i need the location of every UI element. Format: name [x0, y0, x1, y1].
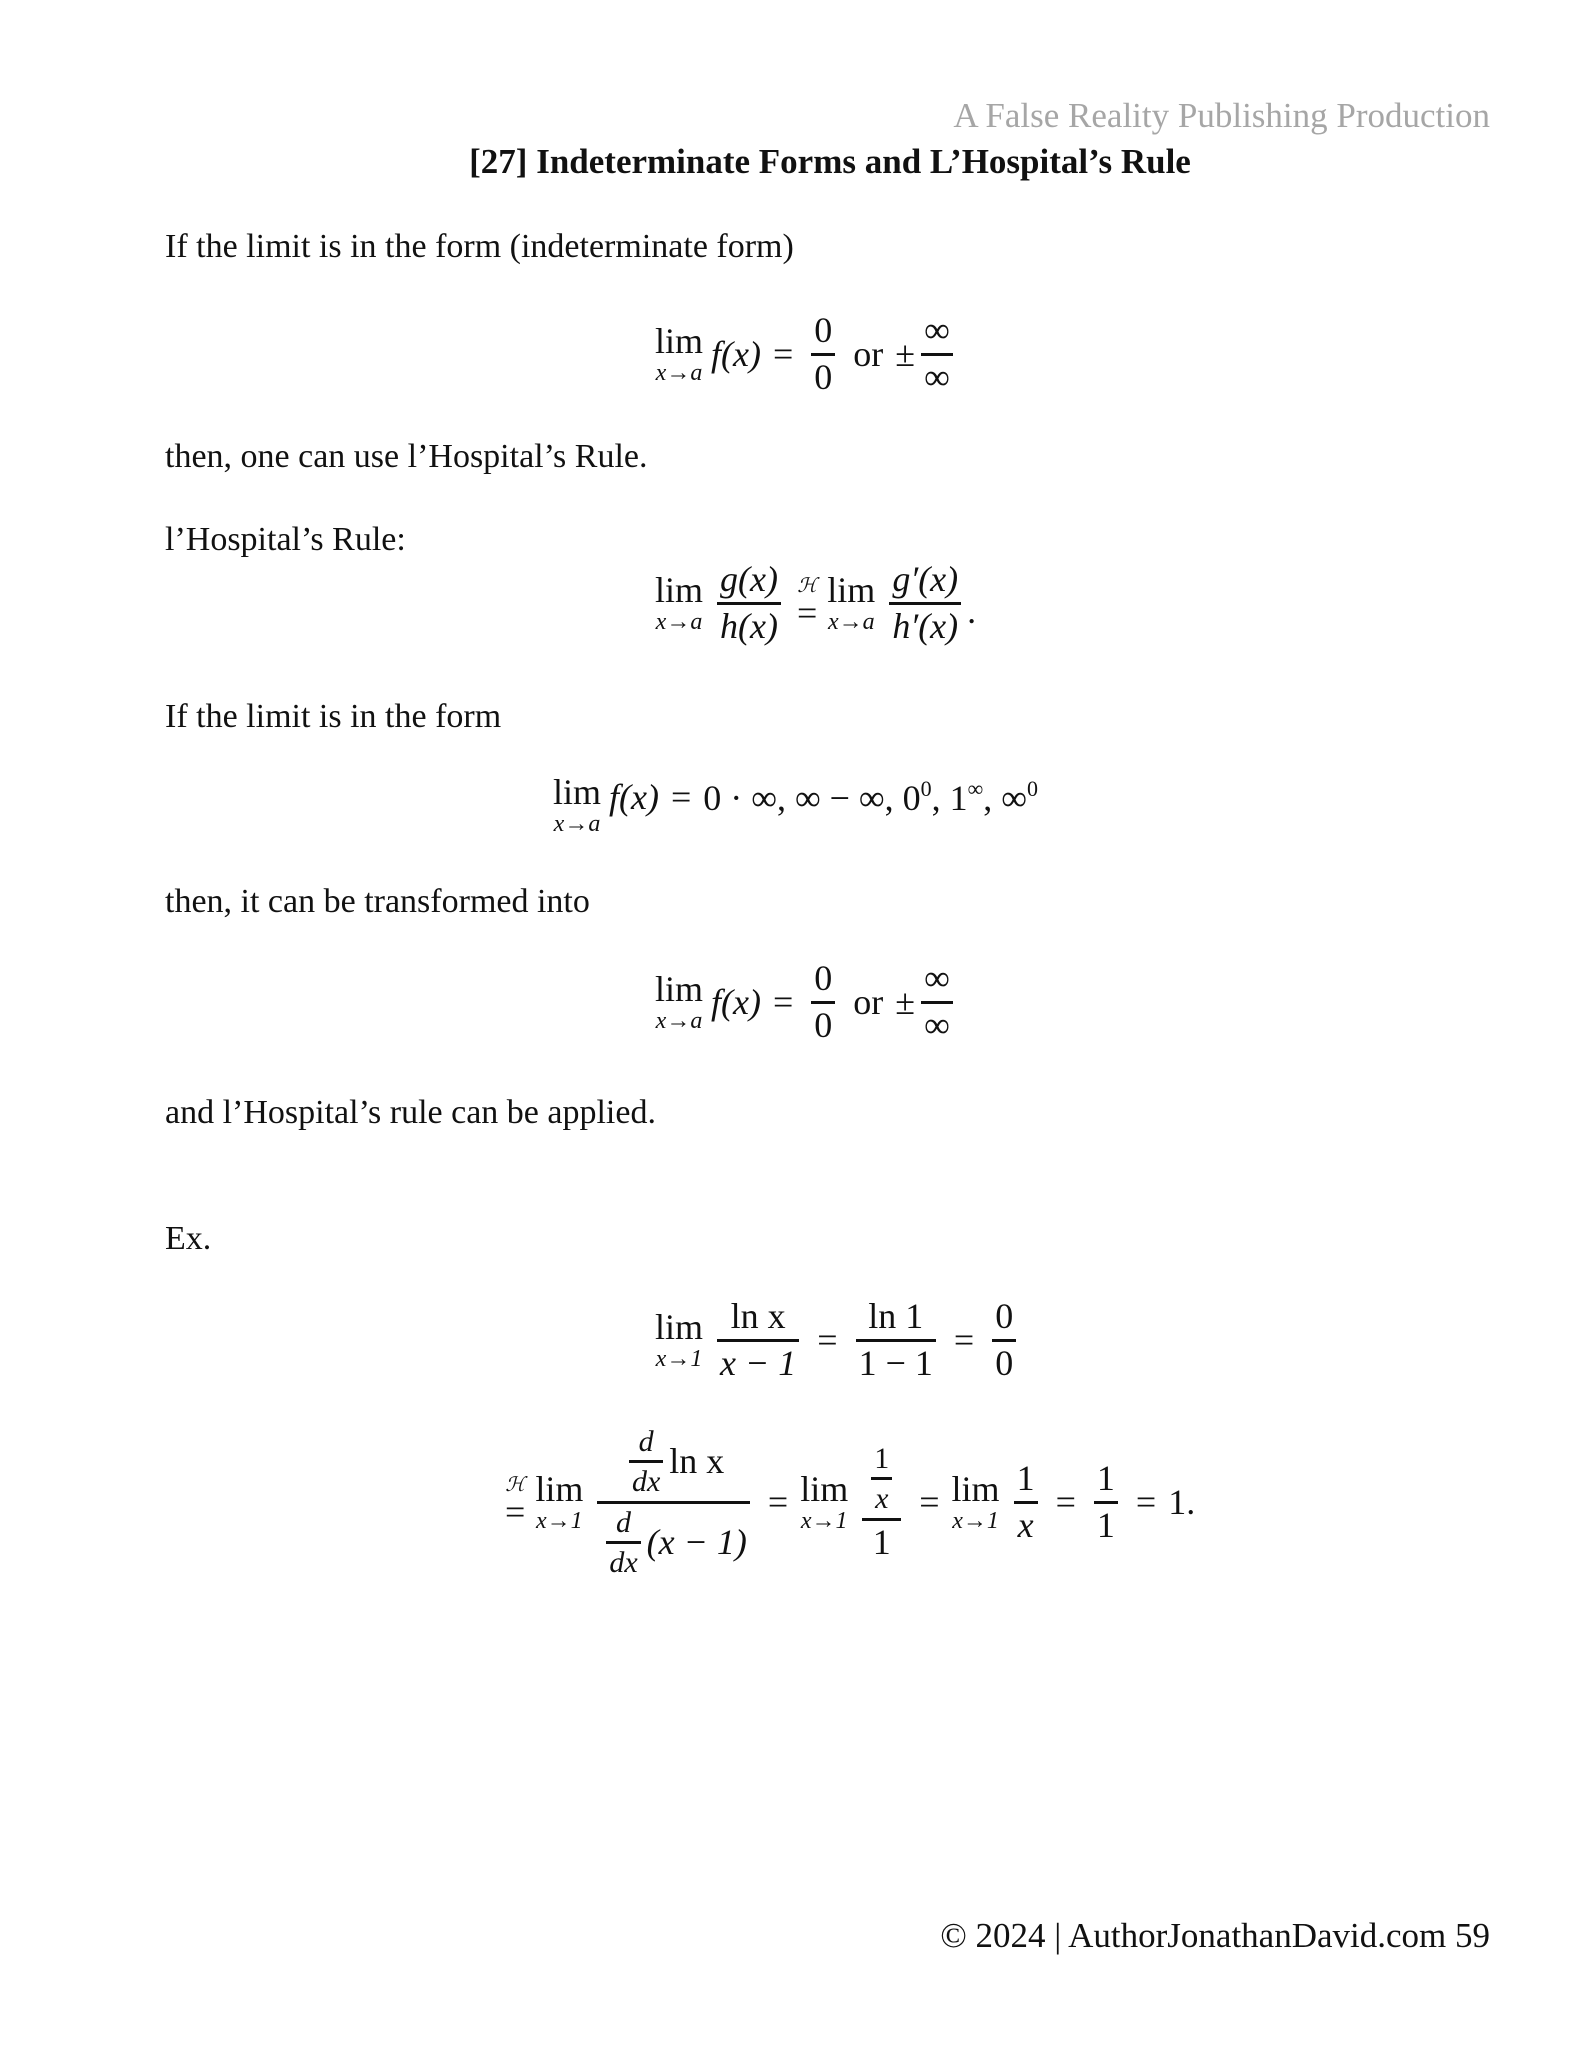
- fraction-one-over-x: $\frac{1}{x}$: [1014, 1460, 1038, 1545]
- limit-operator: lim x→1: [800, 1469, 849, 1534]
- equals-sign: =: [953, 1320, 975, 1361]
- fraction-g-over-h: $\frac{g(x)}{h(x)}$: [717, 561, 781, 646]
- page-footer: © 2024 | AuthorJonathanDavid.com 59: [940, 1916, 1490, 1955]
- fraction-one-over-one: $\frac{1}{1}$: [1094, 1460, 1118, 1545]
- limit-operator: lim x→1: [535, 1469, 584, 1534]
- fraction-lnx-over-xminus1: $\frac{\text{ln x}}{x - 1}$: [717, 1298, 799, 1383]
- limit-operator: lim x→a: [655, 321, 704, 387]
- equals-sign: =: [817, 1320, 838, 1361]
- paragraph-rule-applied: and l’Hospital’s rule can be applied.: [165, 1094, 656, 1131]
- hospital-equals-sign: ℋ =: [796, 573, 818, 634]
- or-word: or: [853, 982, 884, 1023]
- fraction-one-over-x: $\frac{1}{x}$: [871, 1443, 892, 1515]
- result-value: 1.: [1168, 1482, 1196, 1522]
- page-title: [27] Indeterminate Forms and L’Hospital’s Rule: [469, 142, 1191, 181]
- fraction-gprime-over-hprime: $\frac{g'(x)}{h'(x)}$: [889, 561, 961, 646]
- paragraph-rule-label: l’Hospital’s Rule:: [165, 521, 406, 558]
- fraction-reciprocal-over-one: $\frac{\frac{1}{x}}{1}$: [862, 1443, 901, 1562]
- paragraph-indeterminate-intro: If the limit is in the form (indeterminate form): [165, 228, 794, 265]
- equals-sign: =: [1135, 1482, 1157, 1522]
- plus-minus-sign: ±: [895, 982, 916, 1023]
- plus-minus-sign: ±: [895, 334, 916, 375]
- hospital-equals-sign: ℋ =: [505, 1472, 526, 1532]
- derivative-operator: $\frac{d}{dx}$: [629, 1426, 663, 1498]
- fraction-derivatives: $\frac{d}{dx}$ ln x $\frac{d}{dx}$ (x − 1): [597, 1426, 750, 1579]
- or-word: or: [853, 334, 884, 375]
- period: .: [967, 590, 977, 631]
- equals-sign: =: [670, 777, 692, 817]
- fraction-ln1-over-1minus1: $\frac{\ln 1}{1 - 1}$: [856, 1298, 936, 1383]
- equals-sign: =: [767, 1482, 789, 1522]
- forms-list: 0 · ∞, ∞ − ∞, $0^0$, 1∞, ∞$^0$: [703, 776, 1038, 818]
- fraction-zero-over-zero: $\frac{0}{0}$: [811, 960, 835, 1045]
- equals-sign: =: [772, 982, 794, 1023]
- equation-example-step1: [655, 1298, 1022, 1383]
- limit-operator: lim x→a: [827, 570, 876, 636]
- equation-indeterminate-form: [655, 312, 959, 397]
- limit-operator: lim x→1: [951, 1469, 1000, 1534]
- limit-operator: lim x→a: [655, 570, 704, 636]
- equals-sign: =: [1055, 1482, 1076, 1522]
- fraction-inf-over-inf: $\frac{\infty}{\infty}$: [921, 312, 953, 397]
- limit-operator: lim x→1: [655, 1307, 704, 1373]
- publisher-header: A False Reality Publishing Production: [953, 96, 1490, 135]
- example-label: Ex.: [165, 1220, 212, 1257]
- equals-sign: =: [919, 1482, 940, 1522]
- paragraph-other-forms: If the limit is in the form: [165, 698, 502, 735]
- equation-lhospital-rule: [655, 561, 976, 646]
- fraction-zero-over-zero: $\frac{0}{0}$: [811, 312, 835, 397]
- fraction-inf-over-inf: $\frac{\infty}{\infty}$: [921, 960, 953, 1045]
- limit-operator: lim x→a: [553, 772, 602, 837]
- paragraph-can-use-rule: then, one can use l’Hospital’s Rule.: [165, 438, 648, 475]
- derivative-operator: $\frac{d}{dx}$: [606, 1507, 640, 1579]
- equals-sign: =: [772, 334, 794, 375]
- paragraph-transformed: then, it can be transformed into: [165, 883, 590, 920]
- function-fx: f(x): [711, 982, 761, 1023]
- equation-transformed-form: [655, 960, 959, 1045]
- function-fx: f(x): [609, 777, 659, 817]
- fraction-zero-over-zero: $\frac{0}{0}$: [992, 1298, 1016, 1383]
- equation-example-step2: [495, 1412, 1195, 1592]
- equation-other-indeterminate-forms: [553, 774, 1038, 836]
- function-fx: f(x): [711, 334, 761, 375]
- limit-operator: lim x→a: [655, 969, 704, 1035]
